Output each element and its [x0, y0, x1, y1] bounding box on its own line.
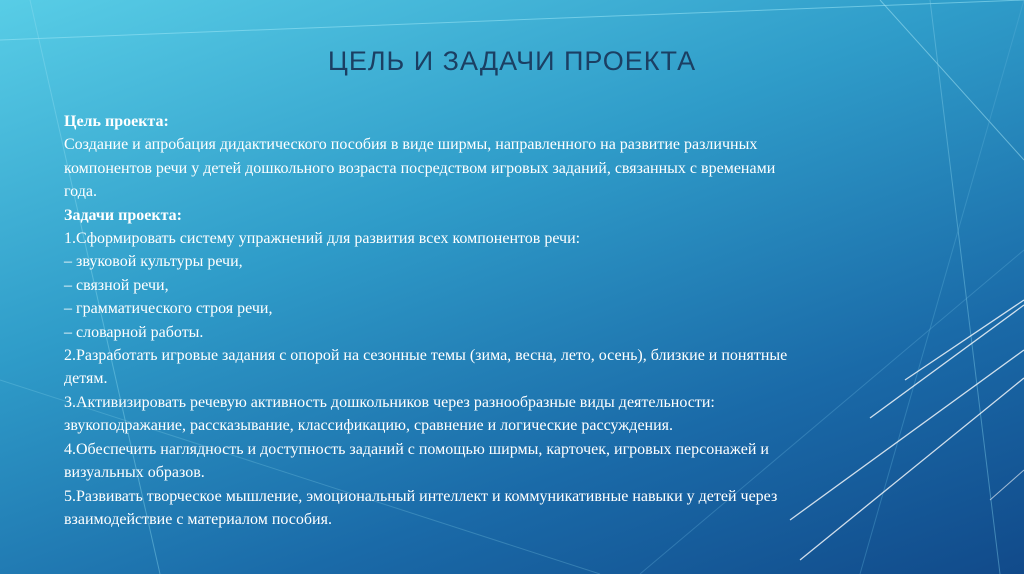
- task-line: – связной речи,: [64, 276, 169, 294]
- task-line: – звуковой культуры речи,: [64, 253, 243, 271]
- goal-text-line: компонентов речи у детей дошкольного возраста посредством игровых заданий, связанных с временами: [64, 159, 776, 177]
- goal-text-line: года.: [64, 183, 97, 201]
- task-line: – грамматического строя речи,: [64, 300, 273, 318]
- task-line: звукоподражание, рассказывание, классификацию, сравнение и логические рассуждения.: [64, 417, 674, 435]
- slide-title: ЦЕЛЬ И ЗАДАЧИ ПРОЕКТА: [327, 46, 697, 76]
- task-line: визуальных образов.: [64, 464, 205, 482]
- goal-heading: Цель проекта:: [64, 113, 169, 130]
- task-line: 4.Обеспечить наглядность и доступность заданий с помощью ширмы, карточек, игровых персонажей и: [64, 440, 769, 458]
- slide-content: [64, 110, 944, 531]
- task-line: 3.Активизировать речевую активность дошкольников через разнообразные виды деятельности:: [64, 393, 715, 411]
- tasks-heading: Задачи проекта:: [64, 206, 182, 224]
- task-line: взаимодействие с материалом пособия.: [64, 510, 332, 528]
- task-line: – словарной работы.: [64, 323, 204, 341]
- task-line: 2.Разработать игровые задания с опорой на сезонные темы (зима, весна, лето, осень), близкие и понятные: [64, 347, 788, 365]
- task-line: 1.Сформировать систему упражнений для развития всех компонентов речи:: [64, 230, 581, 248]
- goal-text-line: Создание и апробация дидактического пособия в виде ширмы, направленного на развитие различных: [64, 136, 758, 154]
- task-line: детям.: [64, 370, 108, 388]
- task-line: 5.Развивать творческое мышление, эмоциональный интеллект и коммуникативные навыки у детей через: [64, 487, 778, 505]
